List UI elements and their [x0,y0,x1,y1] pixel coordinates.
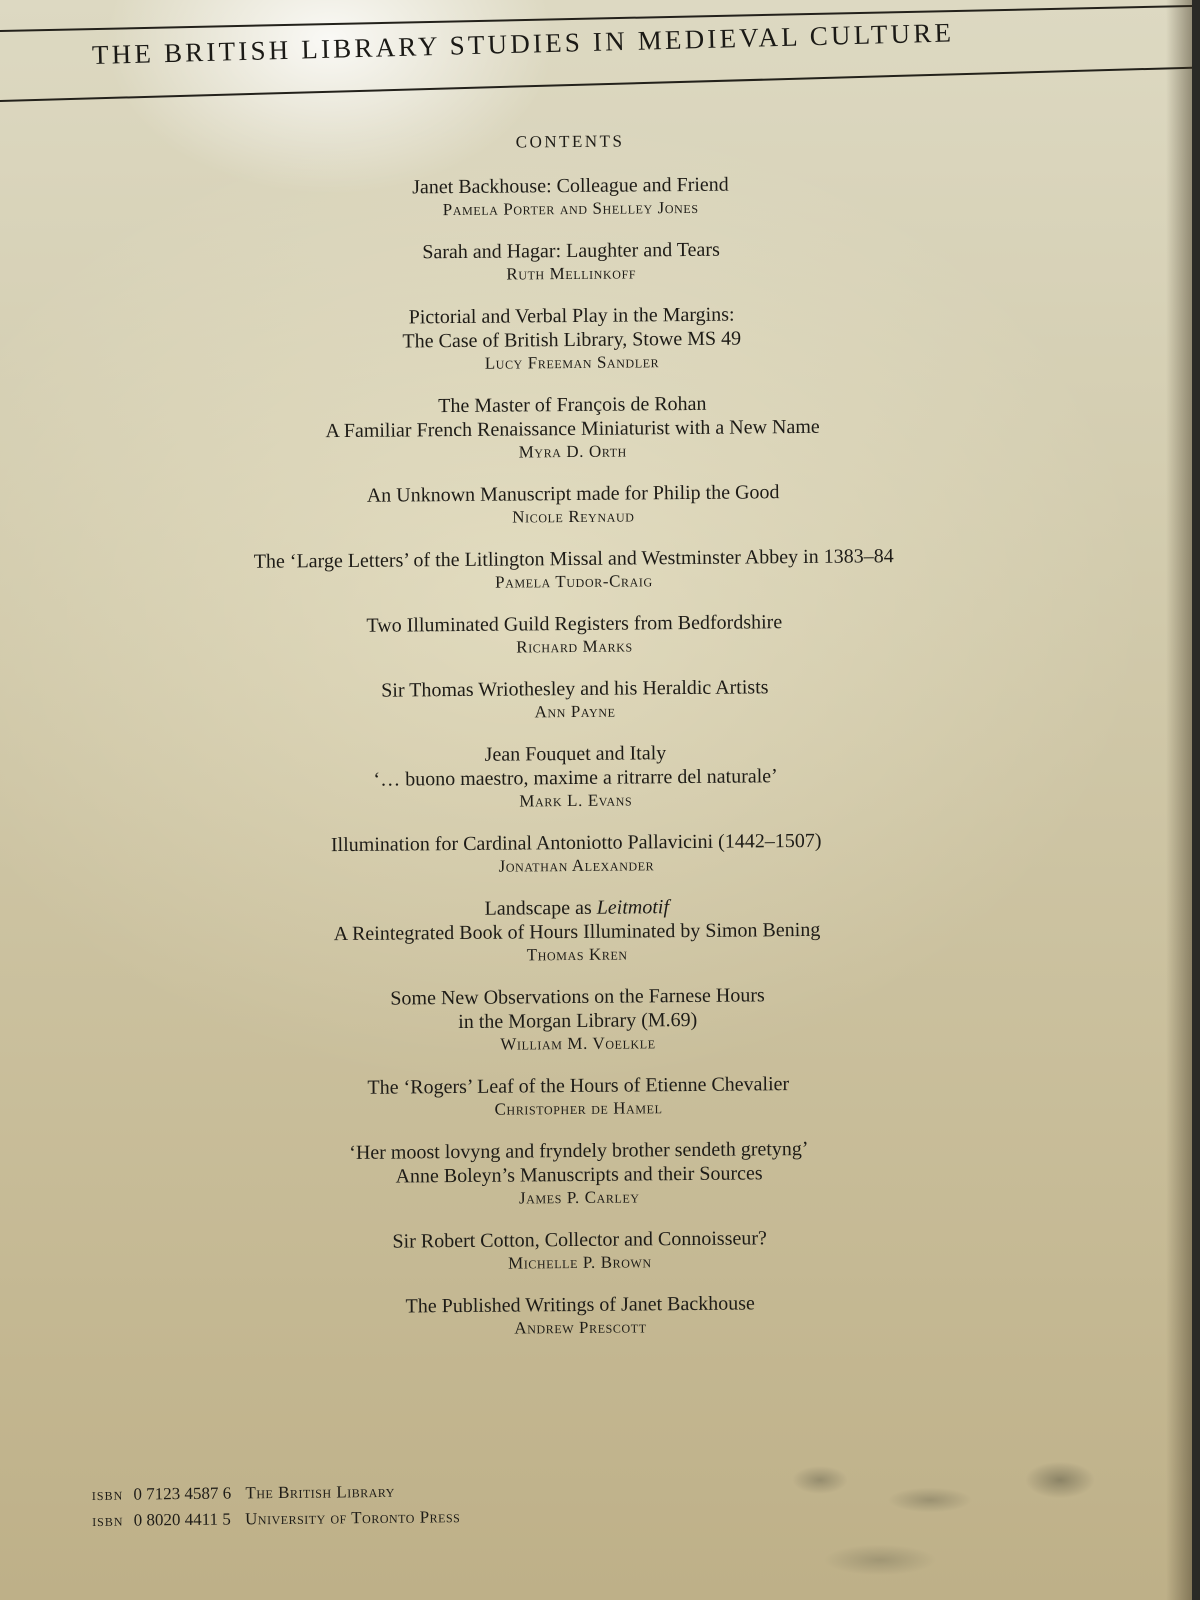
entry-title-line: ‘Her moost lovyng and fryndely brother sendeth gretyng’ [349,1137,809,1164]
entry-title-line: Pictorial and Verbal Play in the Margins: [408,303,735,329]
entry-title-line: Sarah and Hagar: Laughter and Tears [422,238,720,264]
entry-title-line: Janet Backhouse: Colleague and Friend [412,173,729,199]
contents-entry [182,390,963,467]
entry-author: Christopher de Hamel [494,1098,663,1119]
entry-title-line: ‘… buono maestro, maxime a ritrarre del naturale’ [373,765,778,791]
entry-author: Thomas Kren [526,944,628,965]
entry-author: Lucy Freeman Sandler [484,352,660,373]
bottom-rule [0,66,1192,102]
entry-title-line: An Unknown Manuscript made for Philip the Good [366,481,780,507]
entry-author: Ann Payne [534,701,616,722]
entry-title-line: in the Morgan Library (M.69) [458,1008,698,1034]
entry-title-line: The ‘Rogers’ Leaf of the Hours of Etienne Chevalier [367,1073,790,1099]
contents-entry [185,739,966,816]
cover-wear-marks [760,1440,1140,1600]
entry-author: Richard Marks [516,636,633,657]
entry-title-line: A Reintegrated Book of Hours Illuminated by Simon Bening [333,918,821,946]
entry-title-line: Anne Boleyn’s Manuscripts and their Sources [395,1162,763,1188]
entry-title-line: Some New Observations on the Farnese Hours [390,984,765,1010]
contents-heading: CONTENTS [515,131,625,152]
isbn-publisher: University of Toronto Press [244,1507,461,1529]
isbn-label: isbn [91,1484,124,1505]
entry-author: Andrew Prescott [514,1317,647,1338]
contents-entry [180,171,960,224]
entry-title-line: Sir Thomas Wriothesley and his Heraldic Artists [381,676,769,702]
entry-title-line: The Case of British Library, Stowe MS 49 [402,327,742,353]
series-title: THE BRITISH LIBRARY STUDIES IN MEDIEVAL CULTURE [91,17,955,70]
contents-entry [181,236,961,289]
contents-entry [187,893,968,970]
entry-author: Pamela Tudor-Craig [495,571,653,592]
entry-title-line: Two Illuminated Guild Registers from Bedfordshire [366,611,783,637]
entry-author: Nicole Reynaud [512,506,635,527]
entry-author: James P. Carley [518,1187,640,1208]
contents-list [180,129,971,1362]
entry-title-italic: Leitmotif [596,896,670,919]
isbn-number: 0 7123 4587 6 [133,1483,232,1504]
isbn-label: isbn [92,1510,124,1530]
isbn-number: 0 8020 4411 5 [133,1509,231,1530]
entry-author: Ruth Mellinkoff [506,263,637,284]
contents-entry [184,544,964,597]
entry-title-line: A Familiar French Renaissance Miniaturist with a New Name [325,415,820,443]
contents-entry [182,301,963,378]
entry-author: William M. Voelkle [500,1033,656,1054]
entry-author: Michelle P. Brown [507,1252,652,1273]
contents-entry [187,982,968,1059]
entry-title-line: The Master of François de Rohan [438,392,707,418]
contents-entry [185,674,965,727]
isbn-block [92,1478,461,1534]
isbn-row [92,1504,460,1534]
entry-author: Jonathan Alexander [498,855,655,876]
entry-title-line: Illumination for Cardinal Antoniotto Pallavicini (1442–1507) [330,829,822,857]
contents-entry [183,479,963,532]
contents-entry [186,828,966,881]
contents-entry [184,609,964,662]
contents-entry [190,1225,970,1278]
entry-author: Mark L. Evans [519,790,633,811]
isbn-publisher: The British Library [245,1481,395,1503]
entry-title-prefix: Landscape as [484,896,597,920]
contents-entry [190,1290,970,1343]
entry-author: Pamela Porter and Shelley Jones [442,197,699,220]
entry-title-line: Sir Robert Cotton, Collector and Connoisseur? [392,1227,767,1253]
isbn-row [92,1478,460,1508]
entry-title-line: The ‘Large Letters’ of the Litlington Missal and Westminster Abbey in 1383–84 [253,545,894,573]
entry-title-line: Jean Fouquet and Italy [484,742,667,766]
contents-entry [188,1071,968,1124]
entry-title-line: The Published Writings of Janet Backhouse [405,1292,755,1318]
entry-author: Myra D. Orth [518,441,627,462]
contents-entry [189,1136,970,1213]
